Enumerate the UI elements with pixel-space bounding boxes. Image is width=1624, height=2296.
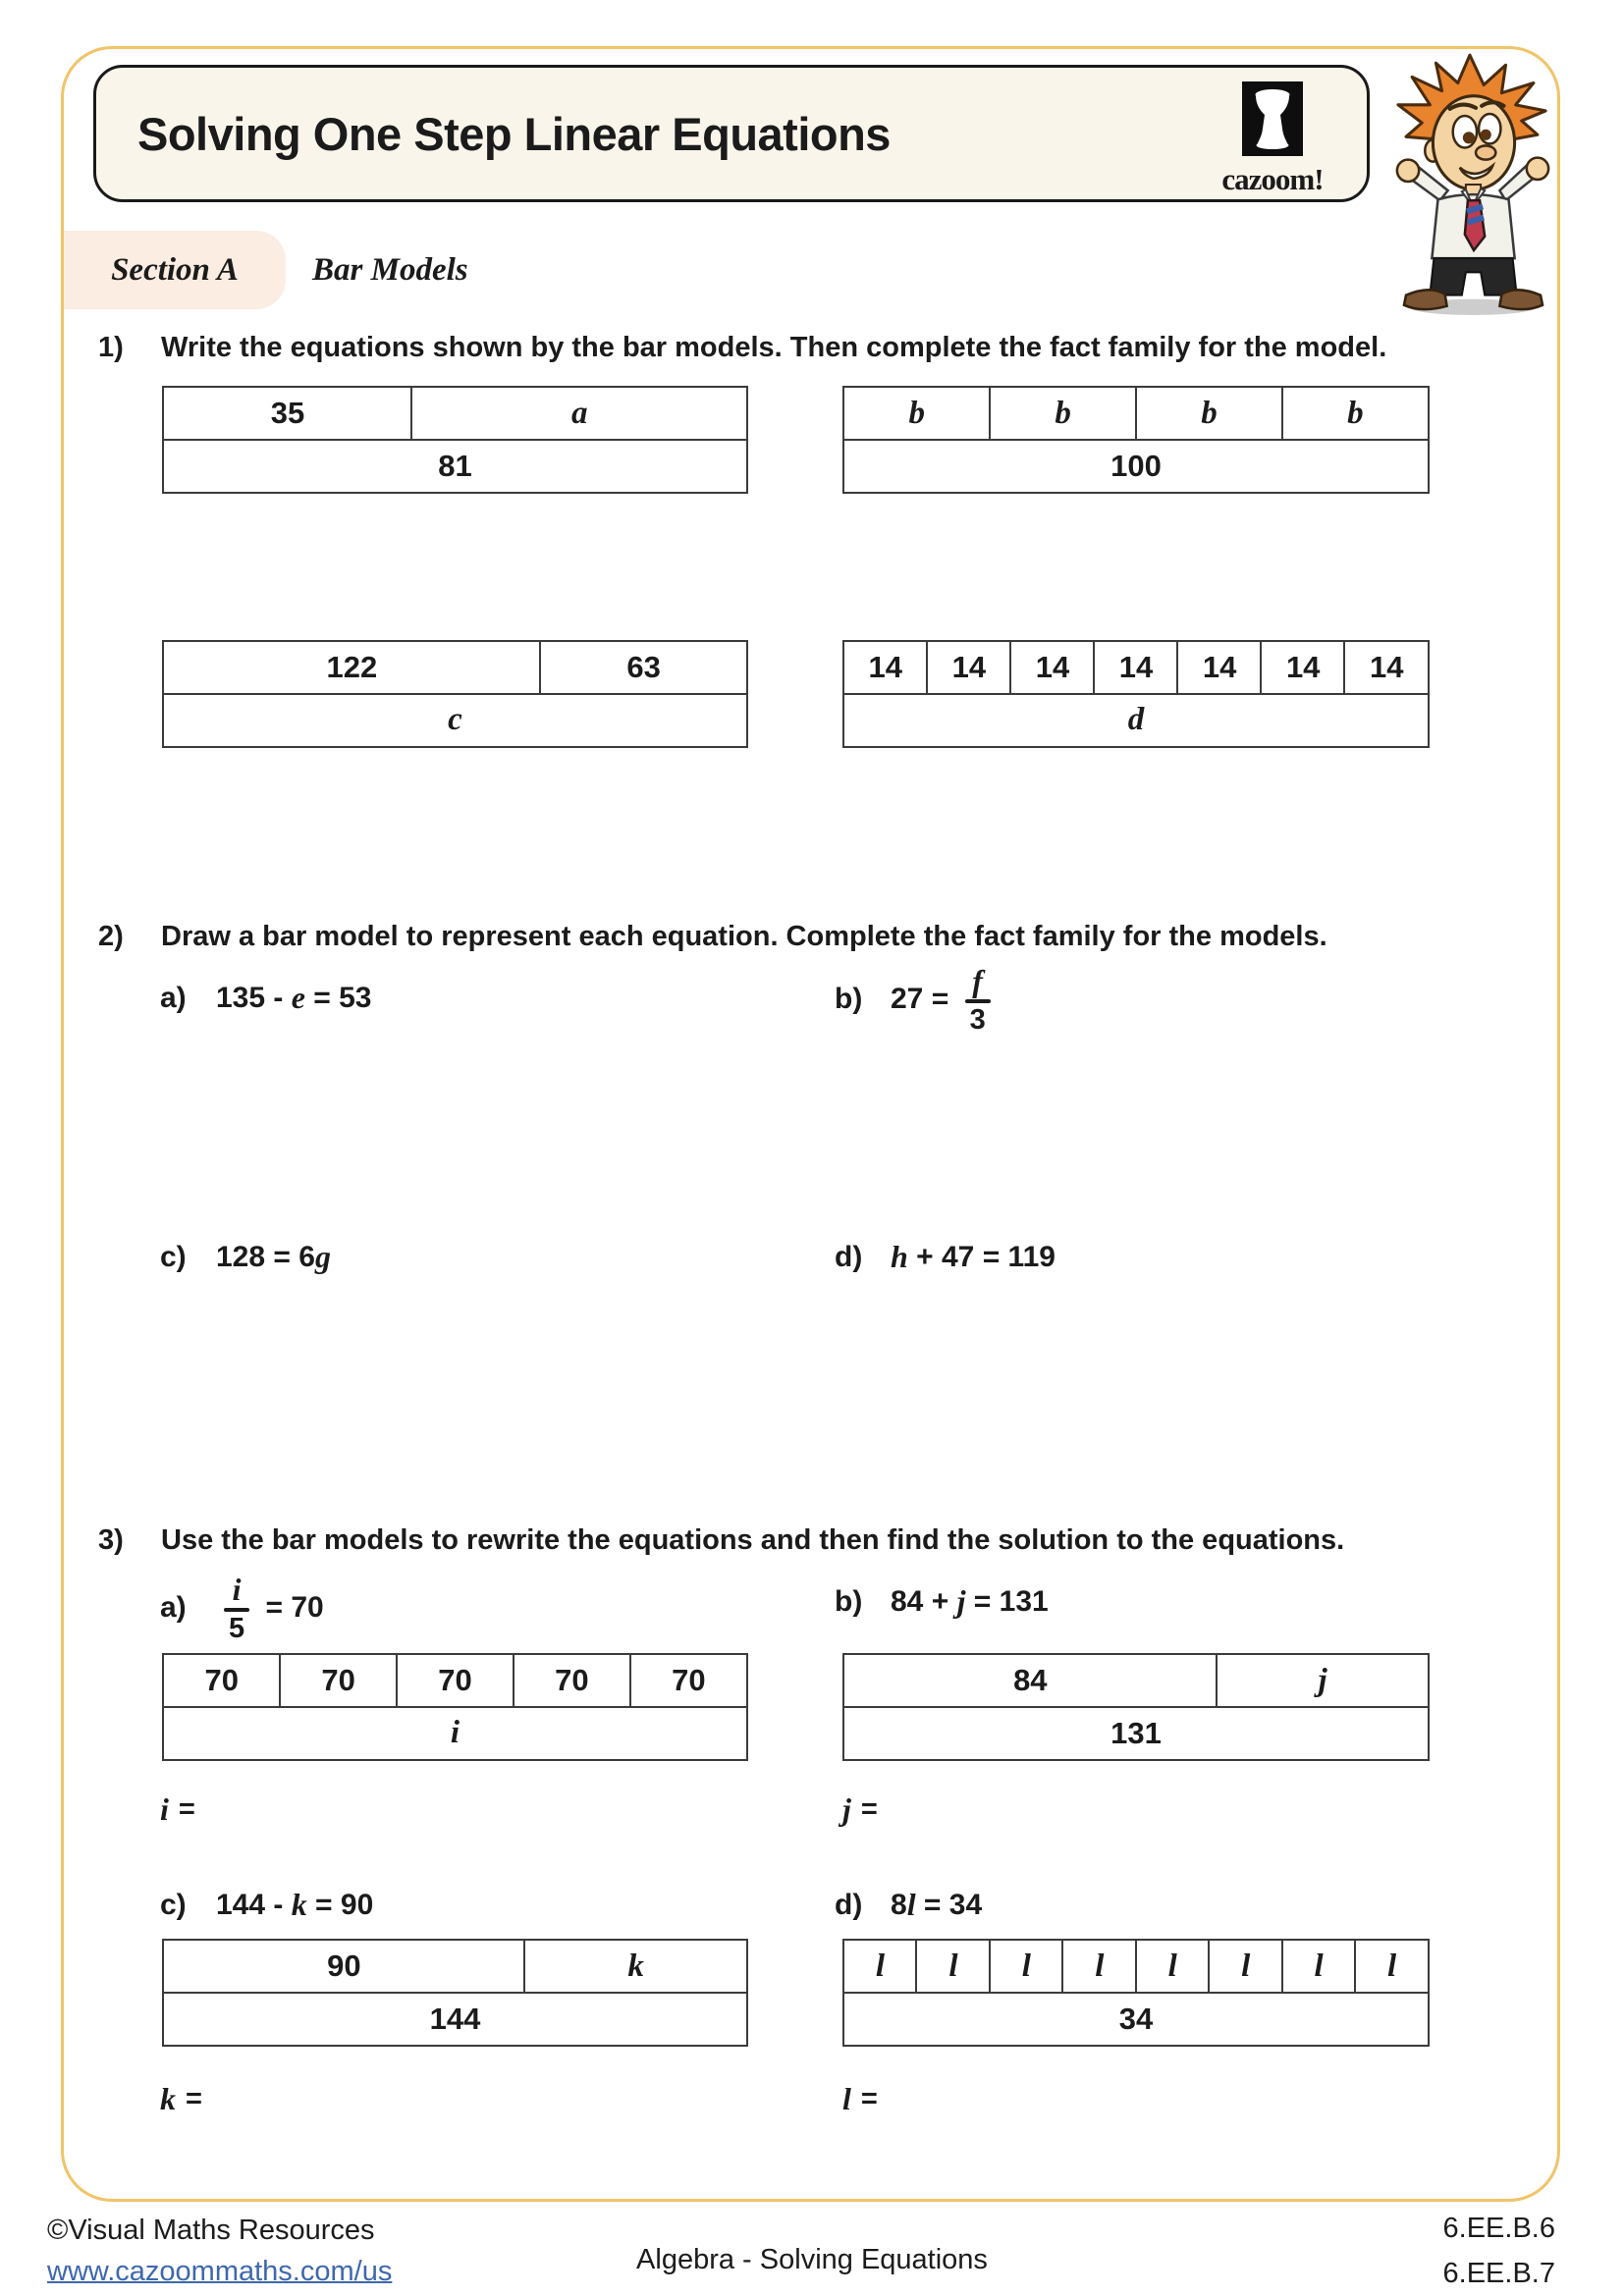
bar-top-row — [842, 640, 1430, 695]
bar-cell-variable: l — [915, 1939, 991, 1994]
equation-text: + 47 = 119 — [907, 1240, 1056, 1273]
bar-bottom-row — [842, 1706, 1430, 1761]
bar-cell: 14 — [1260, 640, 1346, 695]
answer-variable: i — [160, 1791, 169, 1827]
bar-top-row — [162, 1653, 748, 1708]
bar-model-q3c — [162, 1939, 748, 2047]
bar-cell-variable: l — [1208, 1939, 1283, 1994]
bar-cell: 100 — [842, 439, 1430, 494]
bar-cell: 144 — [162, 1992, 748, 2047]
bar-cell: 14 — [1176, 640, 1263, 695]
bar-top-row — [162, 1939, 748, 1994]
equation-text: = 131 — [965, 1584, 1049, 1618]
bar-cell-variable: c — [162, 693, 748, 748]
logo-wordmark: cazoom! — [1221, 162, 1324, 196]
bar-cell: 63 — [539, 640, 748, 695]
equation-q3c — [160, 1887, 373, 1923]
fraction-bar — [224, 1608, 249, 1612]
bar-bottom-row — [162, 1992, 748, 2047]
bar-cell-variable: l — [1281, 1939, 1357, 1994]
equation-text: 128 = 6 — [216, 1240, 315, 1273]
equation-variable: l — [906, 1887, 916, 1922]
question-1 — [98, 332, 1551, 364]
part-label: d) — [835, 1240, 863, 1273]
equation-q3d — [835, 1887, 982, 1923]
answer-equals: = — [860, 2083, 878, 2114]
part-label: c) — [160, 1888, 187, 1921]
answer-variable: l — [842, 2081, 851, 2116]
bar-cell-variable: b — [1135, 386, 1283, 441]
bar-bottom-row — [842, 1992, 1430, 2047]
equation-variable: g — [314, 1239, 331, 1274]
bar-cell: 122 — [162, 640, 542, 695]
page-border-frame — [61, 46, 1560, 2202]
answer-variable: k — [160, 2081, 176, 2116]
bar-cell-variable: a — [410, 386, 748, 441]
bar-cell-variable: l — [1354, 1939, 1430, 1994]
bar-cell: 14 — [1009, 640, 1096, 695]
bar-model-q1b — [842, 386, 1430, 494]
equation-text: = 90 — [306, 1888, 374, 1921]
section-label: Section A — [111, 251, 239, 288]
equation-q2c — [160, 1239, 331, 1275]
equation-text: = 53 — [304, 981, 372, 1014]
equation-variable: h — [891, 1239, 908, 1274]
answer-line-i — [160, 1791, 195, 1828]
footer-topic-label: Algebra - Solving Equations — [636, 2244, 988, 2275]
footer-url-link[interactable]: www.cazoommaths.com/us — [47, 2256, 393, 2287]
bar-model-q3a — [162, 1653, 748, 1761]
equation-text: 27 = — [891, 983, 957, 1015]
mascot-illustration — [1377, 49, 1569, 318]
bar-cell: 90 — [162, 1939, 526, 1994]
answer-variable: j — [842, 1791, 851, 1827]
equation-q2d — [835, 1239, 1056, 1275]
page-title: Solving One Step Linear Equations — [137, 107, 891, 160]
bar-model-q1d — [842, 640, 1430, 748]
bar-cell-variable: b — [1281, 386, 1430, 441]
bar-bottom-row — [842, 439, 1430, 494]
equation-text: = 70 — [257, 1591, 324, 1624]
bar-cell-variable: l — [1061, 1939, 1137, 1994]
question-3-number: 3) — [98, 1524, 124, 1556]
bar-bottom-row — [162, 1706, 748, 1761]
equation-text: 84 + — [891, 1584, 957, 1618]
footer-standard-2: 6.EE.B.7 — [1442, 2258, 1555, 2289]
bar-top-row — [842, 386, 1430, 441]
bar-model-q1a — [162, 386, 748, 494]
bar-top-row — [842, 1653, 1430, 1708]
part-label: b) — [835, 983, 863, 1015]
answer-line-l — [842, 2081, 878, 2117]
section-title: Bar Models — [312, 251, 468, 288]
question-2 — [98, 921, 1551, 953]
bar-cell-variable: b — [989, 386, 1137, 441]
question-2-number: 2) — [98, 921, 124, 952]
fraction-bar — [965, 999, 991, 1003]
bar-cell: 70 — [629, 1653, 748, 1708]
bar-cell-variable: b — [842, 386, 991, 441]
bar-cell: 14 — [1343, 640, 1430, 695]
equation-text: = 34 — [915, 1888, 983, 1921]
answer-equals: = — [178, 1793, 195, 1825]
fraction — [224, 1571, 249, 1644]
bar-cell: 14 — [842, 640, 929, 695]
cazoom-logo — [1196, 81, 1349, 197]
equation-text: 135 - — [216, 981, 292, 1014]
part-label: d) — [835, 1888, 863, 1921]
question-3 — [98, 1524, 1551, 1557]
answer-equals: = — [860, 1793, 878, 1825]
equation-variable: j — [956, 1583, 966, 1619]
bar-cell: 81 — [162, 439, 748, 494]
bar-model-q3b — [842, 1653, 1430, 1761]
bar-cell: 70 — [396, 1653, 514, 1708]
fraction-denominator: 3 — [969, 1003, 986, 1036]
bar-model-q1c — [162, 640, 748, 748]
question-1-prompt: Write the equations shown by the bar models. Then complete the fact family for the model. — [161, 332, 1387, 363]
bar-cell-variable: j — [1216, 1653, 1430, 1708]
bar-cell: 34 — [842, 1992, 1430, 2047]
equation-variable: e — [291, 980, 305, 1015]
bar-cell-variable: l — [989, 1939, 1064, 1994]
bar-top-row — [162, 386, 748, 441]
fraction-denominator: 5 — [229, 1612, 245, 1644]
bar-bottom-row — [162, 439, 748, 494]
part-label: a) — [160, 1591, 187, 1624]
equation-variable: k — [291, 1887, 307, 1922]
part-label: a) — [160, 981, 187, 1014]
bar-top-row — [162, 640, 748, 695]
equation-q2b — [835, 954, 999, 1044]
section-badge — [64, 231, 286, 309]
footer-standard-1: 6.EE.B.6 — [1442, 2213, 1555, 2244]
drum-icon — [1242, 81, 1303, 156]
part-label: b) — [835, 1584, 863, 1618]
bar-cell: 14 — [926, 640, 1012, 695]
answer-line-k — [160, 2081, 202, 2117]
footer-copyright: ©Visual Maths Resources — [47, 2215, 375, 2246]
mascot-left-hand — [1397, 160, 1419, 182]
equation-text: 8 — [891, 1888, 907, 1921]
bar-bottom-row — [162, 693, 748, 748]
bar-cell: 14 — [1093, 640, 1179, 695]
bar-cell: 70 — [513, 1653, 631, 1708]
bar-model-q3d — [842, 1939, 1430, 2047]
bar-cell: 70 — [279, 1653, 398, 1708]
header-box — [93, 65, 1370, 202]
fraction-numerator: f — [972, 962, 983, 998]
fraction — [965, 962, 991, 1036]
bar-top-row — [842, 1939, 1430, 1994]
question-2-prompt: Draw a bar model to represent each equation. Complete the fact family for the models. — [161, 921, 1327, 952]
bar-cell-variable: k — [523, 1939, 748, 1994]
answer-equals: = — [186, 2083, 202, 2114]
bar-cell: 84 — [842, 1653, 1218, 1708]
equation-q2a — [160, 980, 371, 1016]
part-label: c) — [160, 1240, 187, 1273]
mascot-right-hand — [1527, 158, 1548, 180]
answer-line-j — [842, 1791, 878, 1828]
question-3-prompt: Use the bar models to rewrite the equations and then find the solution to the equations. — [161, 1524, 1345, 1556]
equation-text: 144 - — [216, 1888, 292, 1921]
bar-cell-variable: l — [1135, 1939, 1211, 1994]
equation-q3b — [835, 1583, 1049, 1620]
bar-cell-variable: d — [842, 693, 1430, 748]
equation-q3a — [160, 1563, 324, 1653]
question-1-number: 1) — [98, 332, 124, 363]
bar-cell: 131 — [842, 1706, 1430, 1761]
bar-cell: 70 — [162, 1653, 281, 1708]
bar-bottom-row — [842, 693, 1430, 748]
fraction-numerator: i — [232, 1571, 242, 1607]
bar-cell-variable: i — [162, 1706, 748, 1761]
bar-cell-variable: l — [842, 1939, 918, 1994]
bar-cell: 35 — [162, 386, 413, 441]
mascot-trousers — [1430, 258, 1516, 295]
